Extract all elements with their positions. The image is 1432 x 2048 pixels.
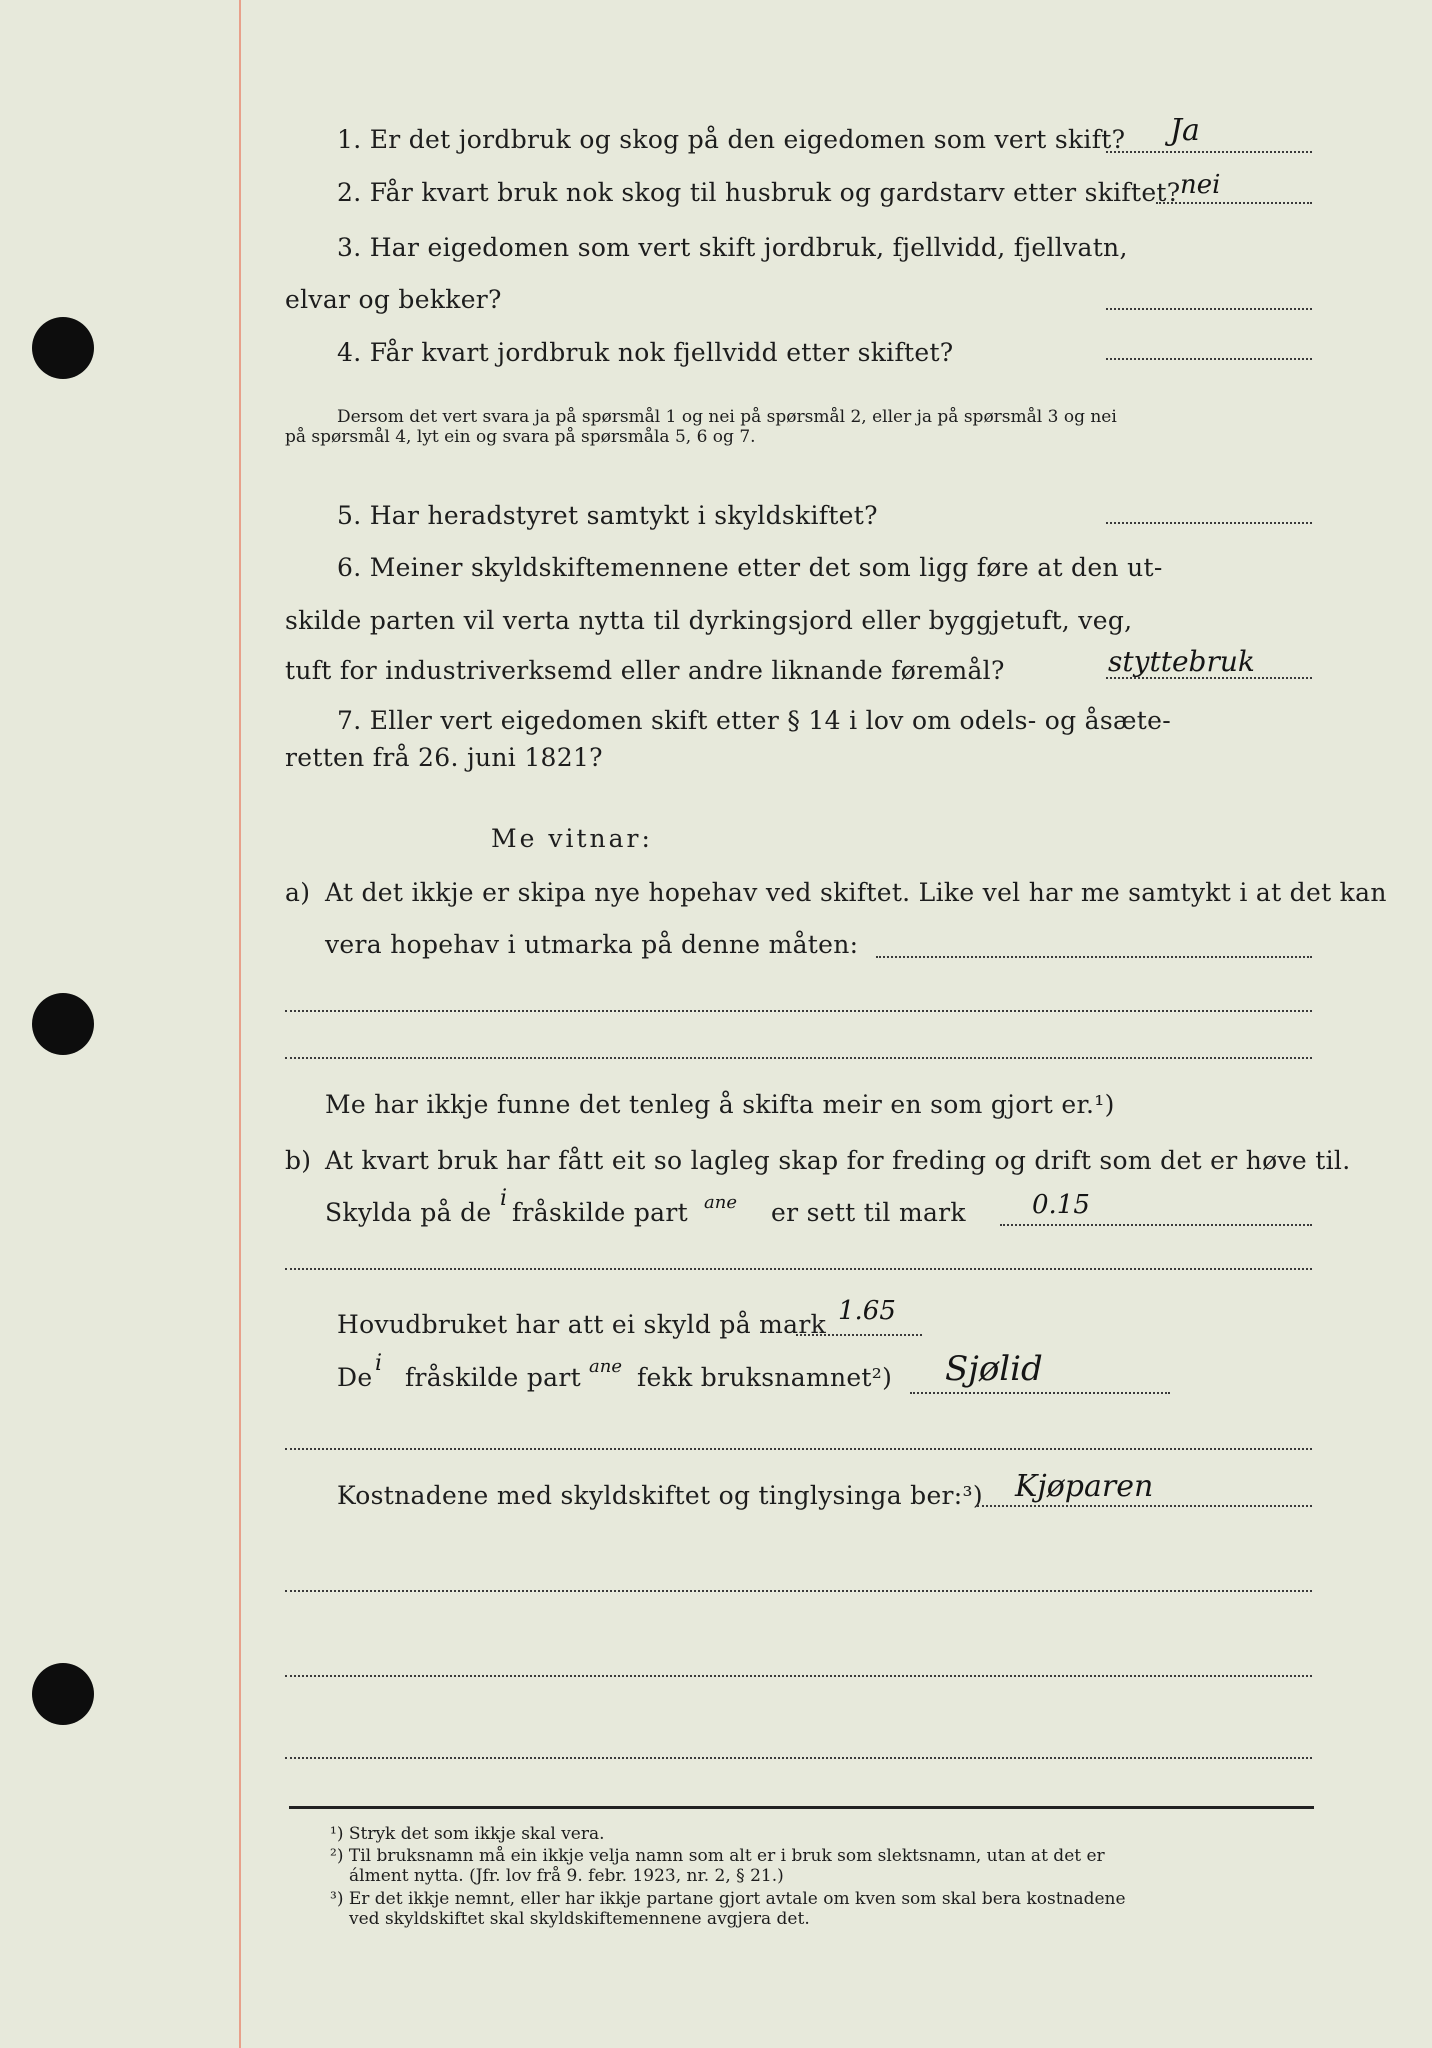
answer-line-1 <box>1106 151 1312 153</box>
answer-2: nei <box>1180 170 1221 200</box>
witness-heading: Me vitnar: <box>491 824 653 853</box>
fill-line-a-1 <box>876 956 1312 958</box>
section-b-label: b) <box>285 1146 312 1175</box>
kostnad-text: Kostnadene med skyldskiftet og tinglysinga ber:³) <box>337 1481 983 1510</box>
instruction-note-line-2: på spørsmål 4, lyt ein og svara på spørsmåla 5, 6 og 7. <box>285 427 756 447</box>
fill-line-b-2 <box>285 1448 1312 1450</box>
skylda-text-2: fråskilde part <box>512 1198 688 1227</box>
instruction-note-line-1: Dersom det vert svara ja på spørsmål 1 og nei på spørsmål 2, eller ja på spørsmål 3 og nei <box>337 407 1117 427</box>
section-a-label: a) <box>285 878 311 907</box>
punch-hole-top <box>32 317 94 379</box>
footnote-3-line-1: ³) Er det ikkje nemnt, eller har ikkje partane gjort avtale om kven som skal bera kostnadene <box>330 1889 1126 1909</box>
bruksnamn-text-3: fekk bruksnamnet²) <box>637 1363 893 1392</box>
no-further-division: Me har ikkje funne det tenleg å skifta meir en som gjort er.¹) <box>325 1090 1115 1119</box>
question-6-line-3: tuft for industriverksemd eller andre liknande føremål? <box>285 656 1005 685</box>
fill-line-skylda <box>1000 1224 1312 1226</box>
fill-line-hovud <box>796 1334 922 1336</box>
skylda-value: 0.15 <box>1032 1190 1090 1220</box>
answer-line-3 <box>1106 308 1312 310</box>
margin-line <box>239 0 241 2048</box>
footnote-2-line-1: ²) Til bruksnamn må ein ikkje velja namn som alt er i bruk som slektsnamn, utan at det er <box>330 1846 1105 1866</box>
hovudbruk-text: Hovudbruket har att ei skyld på mark <box>337 1310 827 1339</box>
fill-line-b-5 <box>285 1757 1312 1759</box>
bruksnamn-text-1: De <box>337 1363 373 1392</box>
fill-line-b-3 <box>285 1590 1312 1592</box>
answer-line-5 <box>1106 522 1312 524</box>
answer-line-4 <box>1106 358 1312 360</box>
fill-line-b-4 <box>285 1675 1312 1677</box>
punch-hole-middle <box>32 993 94 1055</box>
answer-line-2 <box>1156 202 1312 204</box>
question-3-line-1: 3. Har eigedomen som vert skift jordbruk, fjellvidd, fjellvatn, <box>337 233 1128 262</box>
fill-line-bruksnamn <box>910 1392 1170 1394</box>
question-3-line-2: elvar og bekker? <box>285 285 502 314</box>
fill-line-b-1 <box>285 1268 1312 1270</box>
skylda-handwritten-1: i <box>500 1186 508 1211</box>
section-a-line-2: vera hopehav i utmarka på denne måten: <box>325 930 859 959</box>
fill-line-a-2 <box>285 1010 1312 1012</box>
question-6-line-1: 6. Meiner skyldskiftemennene etter det som ligg føre at den ut- <box>337 553 1163 582</box>
answer-1: Ja <box>1170 113 1200 148</box>
question-6-line-2: skilde parten vil verta nytta til dyrkingsjord eller byggjetuft, veg, <box>285 606 1133 635</box>
question-5: 5. Har heradstyret samtykt i skyldskiftet? <box>337 501 878 530</box>
section-b-line-1: At kvart bruk har fått eit so lagleg skap for freding og drift som det er høve til. <box>325 1146 1351 1175</box>
footnote-1: ¹) Stryk det som ikkje skal vera. <box>330 1824 605 1844</box>
bruksnamn-handwritten-1: i <box>375 1351 383 1376</box>
hovudbruk-value: 1.65 <box>838 1296 896 1326</box>
skylda-handwritten-2: ane <box>704 1192 737 1213</box>
punch-hole-bottom <box>32 1663 94 1725</box>
footnote-2-line-2: álment nytta. (Jfr. lov frå 9. febr. 1923, nr. 2, § 21.) <box>349 1866 784 1886</box>
skylda-text-3: er sett til mark <box>771 1198 966 1227</box>
section-a-line-1: At det ikkje er skipa nye hopehav ved skiftet. Like vel har me samtykt i at det kan <box>325 878 1387 907</box>
question-1: 1. Er det jordbruk og skog på den eigedomen som vert skift? <box>337 125 1126 154</box>
question-7-line-2: retten frå 26. juni 1821? <box>285 743 603 772</box>
fill-line-kostnad <box>977 1505 1312 1507</box>
kostnad-value: Kjøparen <box>1015 1469 1154 1504</box>
question-2: 2. Får kvart bruk nok skog til husbruk og gardstarv etter skiftet? <box>337 178 1181 207</box>
question-7-line-1: 7. Eller vert eigedomen skift etter § 14 i lov om odels- og åsæte- <box>337 706 1171 735</box>
bruksnamn-handwritten-2: ane <box>589 1356 622 1377</box>
question-4: 4. Får kvart jordbruk nok fjellvidd etter skiftet? <box>337 338 954 367</box>
answer-6: styttebruk <box>1108 645 1255 678</box>
bruksnamn-value: Sjølid <box>945 1349 1043 1389</box>
fill-line-a-3 <box>285 1057 1312 1059</box>
footnote-3-line-2: ved skyldskiftet skal skyldskiftemennene avgjera det. <box>349 1909 810 1929</box>
footnote-rule <box>289 1806 1314 1809</box>
skylda-text-1: Skylda på de <box>325 1198 492 1227</box>
bruksnamn-text-2: fråskilde part <box>405 1363 581 1392</box>
